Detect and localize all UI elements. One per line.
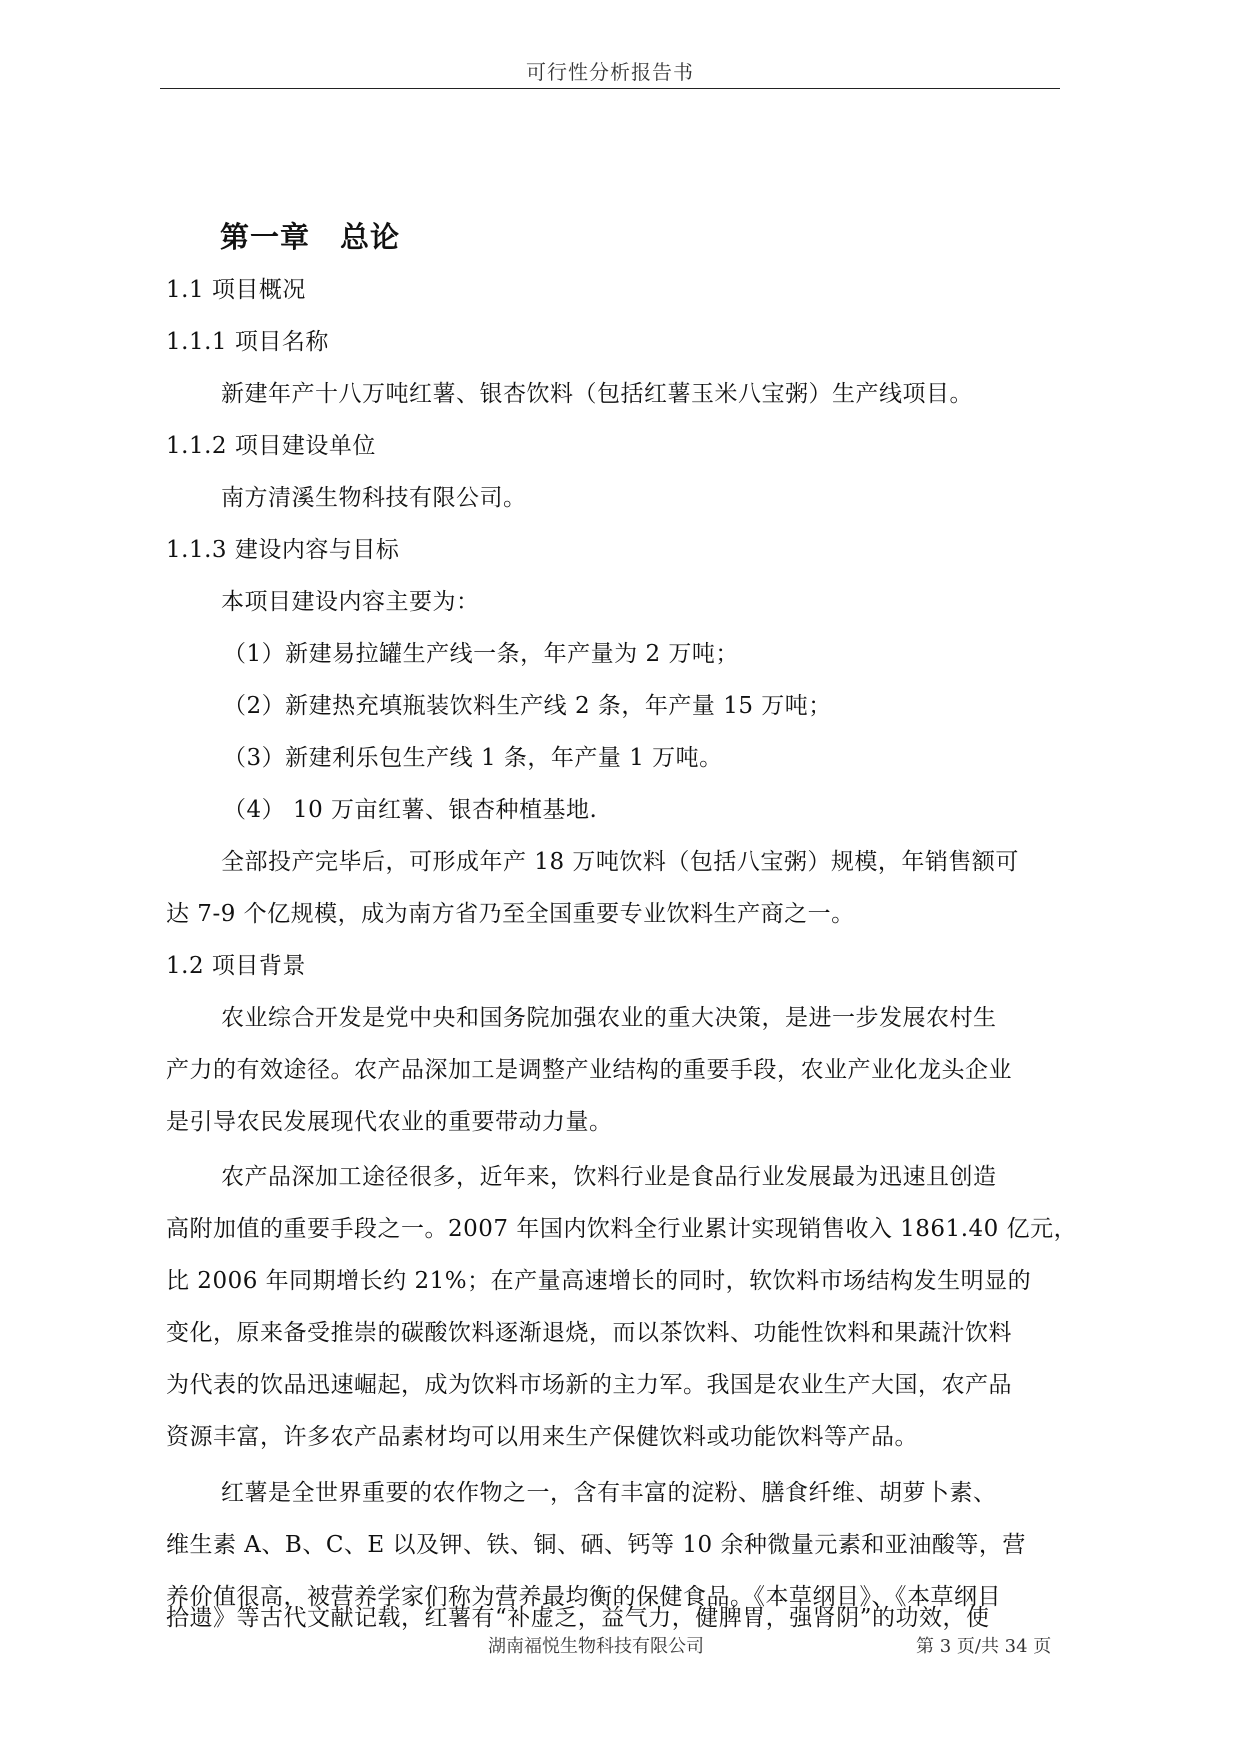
chapter-label: 第一章 [220,220,311,254]
page-header-title: 可行性分析报告书 [526,60,694,84]
paragraph-line: 农产品深加工途径很多，近年来，饮料行业是食品行业发展最为迅速且创造 [221,1164,997,1190]
paragraph-line: 维生素 A、B、C、E 以及钾、铁、铜、硒、钙等 10 余种微量元素和亚油酸等，营 [166,1532,1026,1558]
paragraph-line: 高附加值的重要手段之一。2007 年国内饮料全行业累计实现销售收入 1861.40 亿元， [166,1216,1078,1242]
list-item: （3）新建利乐包生产线 1 条，年产量 1 万吨。 [223,745,723,771]
chapter-title: 总论 [340,220,401,254]
paragraph-line: 农业综合开发是党中央和国务院加强农业的重大决策，是进一步发展农村生 [221,1005,997,1031]
paragraph-line: 养价值很高，被营养学家们称为营养最均衡的保健食品。《本草纲目》、《本草纲目 [166,1584,1001,1610]
list-item: （4） 10 万亩红薯、银杏种植基地. [223,797,598,823]
subsection-heading: 1.1.1 项目名称 [166,329,329,355]
footer-page-number: 第 3 页/共 34 页 [916,1636,1052,1657]
paragraph-line: 达 7-9 个亿规模，成为南方省乃至全国重要专业饮料生产商之一。 [166,901,855,927]
chapter-heading [220,215,400,256]
list-item: （1）新建易拉罐生产线一条，年产量为 2 万吨； [223,641,739,667]
paragraph-line: 红薯是全世界重要的农作物之一，含有丰富的淀粉、膳食纤维、胡萝卜素、 [221,1480,997,1506]
list-item: （2）新建热充填瓶装饮料生产线 2 条，年产量 15 万吨； [223,693,832,719]
paragraph-line: 新建年产十八万吨红薯、银杏饮料（包括红薯玉米八宝粥）生产线项目。 [221,381,973,407]
section-heading: 1.2 项目背景 [166,953,306,979]
paragraph-line: 本项目建设内容主要为： [221,589,480,615]
header-divider [160,88,1060,89]
paragraph-line: 产力的有效途径。农产品深加工是调整产业结构的重要手段，农业产业化龙头企业 [166,1057,1012,1083]
section-heading: 1.1 项目概况 [166,277,306,303]
subsection-heading: 1.1.3 建设内容与目标 [166,537,400,563]
footer-company: 湖南福悦生物科技有限公司 [488,1636,704,1657]
paragraph-line: 资源丰富，许多农产品素材均可以用来生产保健饮料或功能饮料等产品。 [166,1424,918,1450]
paragraph-line: 为代表的饮品迅速崛起，成为饮料市场新的主力军。我国是农业生产大国，农产品 [166,1372,1012,1398]
paragraph-line: 变化，原来备受推崇的碳酸饮料逐渐退烧，而以茶饮料、功能性饮料和果蔬汁饮料 [166,1320,1012,1346]
paragraph-line: 全部投产完毕后，可形成年产 18 万吨饮料（包括八宝粥）规模，年销售额可 [221,849,1019,875]
paragraph-line: 拾遗》等古代文献记载，红薯有“补虚乏，益气力，健脾胃，强肾阴”的功效，使 [166,1605,990,1631]
paragraph-line: 比 2006 年同期增长约 21%；在产量高速增长的同时，软饮料市场结构发生明显的 [166,1268,1032,1294]
paragraph-line: 南方清溪生物科技有限公司。 [221,485,527,511]
paragraph-line: 是引导农民发展现代农业的重要带动力量。 [166,1109,613,1135]
subsection-heading: 1.1.2 项目建设单位 [166,433,376,459]
